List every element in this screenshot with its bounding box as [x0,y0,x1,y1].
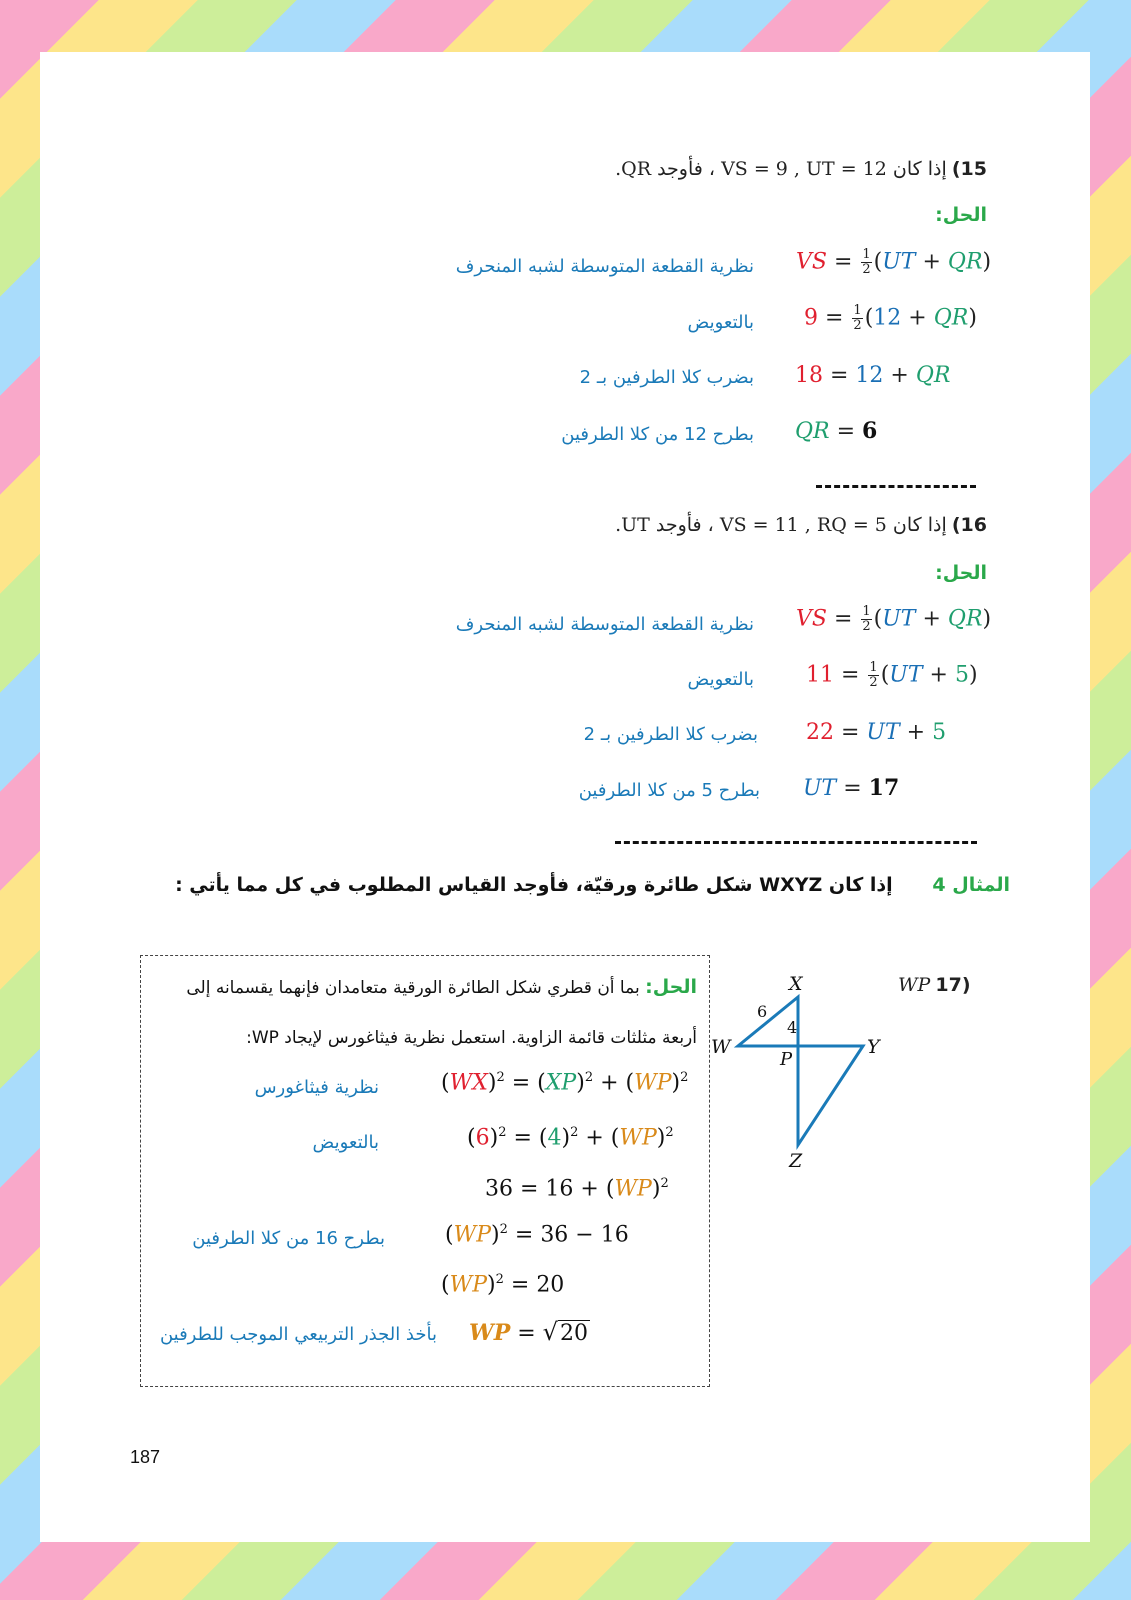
solution-intro-line-1: الحل: بما أن قطري شكل الطائرة الورقية متعامدان فإنهما يقسمانه إلى [186,976,697,998]
segment-label-wx: 6 [757,1002,768,1021]
textbook-page [40,52,1090,1542]
q15-equation-2: 9 = $\frac{1}{2}$ (12 + QR) [804,303,977,333]
question-target: WP [898,974,931,996]
solution-intro-line-2: أربعة مثلثات قائمة الزاوية. استعمل نظرية فيثاغورس لإيجاد WP: [246,1028,697,1048]
question-16 [615,514,987,536]
q15-equation-1: VS = $\frac{1}{2}$ (UT + QR) [796,247,992,277]
q15-step-note: بضرب كلا الطرفين بـ 2 [579,367,754,388]
question-17 [898,974,971,996]
question-number: 16) [951,514,987,536]
q16-step-note: بالتعويض [687,669,754,690]
question-number: 15) [951,158,987,180]
divider [615,841,977,844]
q17-step-note: نظرية فيثاغورس [254,1077,379,1098]
q17-equation-3: 36 = 16 + (WP)$^2$ [485,1176,669,1202]
q17-equation-4: (WP)$^2$ = 36 − 16 [445,1222,629,1248]
divider [816,485,976,488]
question-text: إذا كان VS = 9 , UT = 12 ، فأوجد QR. [615,158,947,180]
solution-label: الحل: [645,976,697,998]
q15-step-note: نظرية القطعة المتوسطة لشبه المنحرف [455,256,754,277]
center-label-p: P [780,1049,793,1070]
q16-equation-4: UT = 17 [803,775,900,801]
vertex-label-w: W [711,1036,731,1058]
example-4-heading [175,874,1010,896]
page-number: 187 [130,1447,161,1467]
question-number: 17) [935,974,971,996]
q16-equation-1: VS = $\frac{1}{2}$ (UT + QR) [796,604,992,634]
example-label: المثال 4 [932,874,1010,896]
question-15 [615,158,987,180]
q17-step-note: بالتعويض [312,1132,379,1153]
q16-equation-3: 22 = UT + 5 [806,720,947,745]
vertex-label-z: Z [789,1150,803,1167]
solution-box [140,955,710,1387]
q15-equation-3: 18 = 12 + QR [795,363,951,388]
q16-step-note: بطرح 5 من كلا الطرفين [578,780,760,801]
vertex-label-y: Y [867,1036,880,1058]
q17-equation-2: $(6)^2 = (4)^2 + (WP)^2$ [467,1125,674,1151]
question-text: إذا كان VS = 11 , RQ = 5 ، فأوجد UT. [615,514,947,536]
vertex-label-x: X [789,973,803,995]
q17-equation-5: (WP)$^2$ = 20 [441,1272,565,1298]
kite-figure [705,967,895,1167]
q15-step-note: بالتعويض [687,312,754,333]
q16-step-note: نظرية القطعة المتوسطة لشبه المنحرف [455,614,754,635]
q17-equation-1: (WX)$^2$ = (XP)$^2$ + (WP)$^2$ [441,1070,689,1096]
q17-step-note: بأخذ الجذر التربيعي الموجب للطرفين [159,1324,437,1345]
segment-label-xp: 4 [787,1018,798,1037]
q15-step-note: بطرح 12 من كلا الطرفين [561,424,754,445]
q16-step-note: بضرب كلا الطرفين بـ 2 [583,724,758,745]
solution-label: الحل: [935,204,987,226]
q15-equation-4: QR = 6 [795,418,878,444]
q17-step-note: بطرح 16 من كلا الطرفين [192,1228,385,1249]
example-text: إذا كان WXYZ شكل طائرة ورقيّة، فأوجد القياس المطلوب في كل مما يأتي : [175,874,893,896]
solution-label: الحل: [935,562,987,584]
q17-equation-6: WP = √20 [469,1318,588,1346]
q16-equation-2: 11 = $\frac{1}{2}$ (UT + 5) [806,660,978,690]
